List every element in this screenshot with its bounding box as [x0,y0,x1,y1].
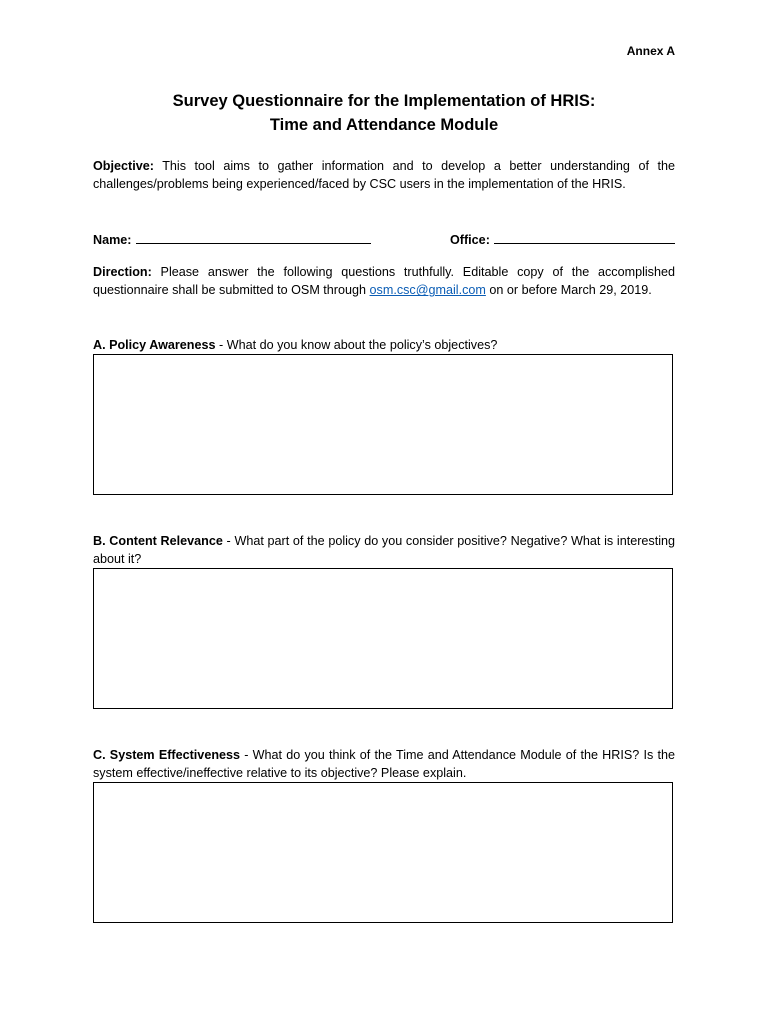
question-b-text: - What part of the policy do you consider positive? Negative? What is interesting about it? [93,534,675,567]
answer-box-a[interactable] [93,354,673,495]
office-field[interactable] [450,229,675,247]
office-input-line[interactable] [494,229,675,244]
question-b-heading: B. Content Relevance [93,534,223,548]
answer-box-c[interactable] [93,782,673,923]
name-input-line[interactable] [136,229,372,244]
objective-label: Objective: [93,159,154,173]
direction-text-before: Please answer the following questions truthfully. Editable copy of the accomplished questionnaire shall be submitted to OSM through [93,265,675,298]
respondent-fields [93,229,675,249]
document-title [93,89,675,137]
answer-box-b[interactable] [93,568,673,709]
question-b [93,532,675,569]
question-c-heading: C. System Effectiveness [93,748,241,762]
title-line-2: Time and Attendance Module [269,116,499,134]
name-label: Name: [93,233,132,247]
office-label: Office: [450,233,490,247]
name-field[interactable] [93,229,371,247]
direction-label: Direction: [93,265,152,279]
email-link[interactable]: osm.csc@gmail.com [369,283,486,298]
objective-text: This tool aims to gather information and to develop a better understanding of the challenges/problems being experienced/faced by CSC users in the implementation of the HRIS. [93,159,675,192]
question-a-heading: A. Policy Awareness [93,338,216,352]
question-c-text: - What do you think of the Time and Attendance Module of the HRIS? Is the system effective/ineffective relative to its objective? Please explain. [93,748,675,781]
direction-paragraph [93,263,675,300]
question-a-text: - What do you know about the policy’s objectives? [215,338,498,352]
direction-text-after: on or before March 29, 2019. [485,283,652,298]
annex-label: Annex A [626,44,675,58]
question-c [93,746,675,783]
question-a [93,336,675,354]
objective-paragraph [93,157,675,194]
title-line-1: Survey Questionnaire for the Implementation of HRIS: [172,92,596,110]
